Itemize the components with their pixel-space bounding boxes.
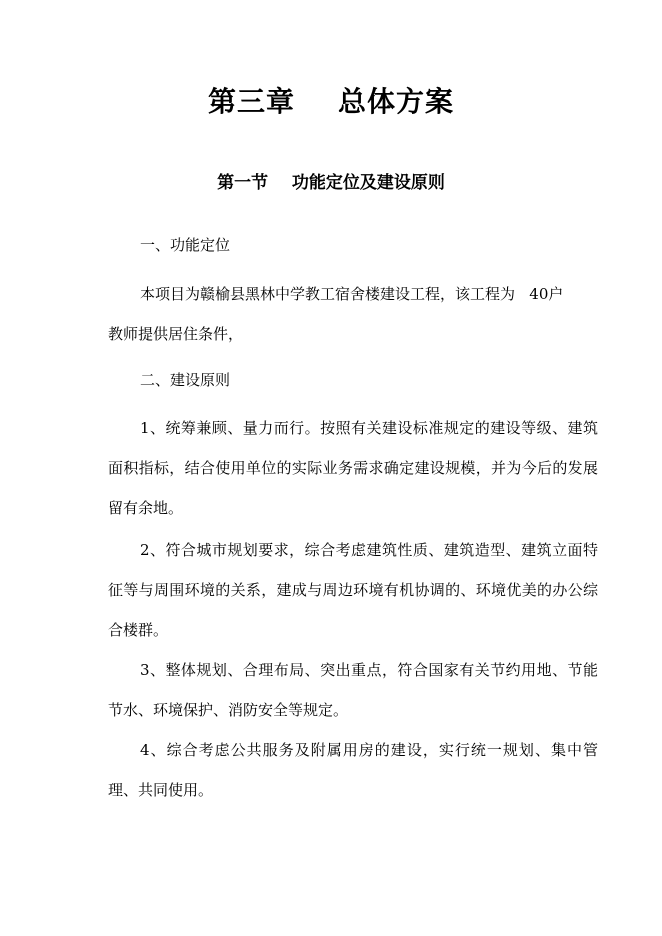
section-title: 第一节 功能定位及建设原则 (217, 173, 445, 193)
heading-function-positioning: 一、功能定位 (140, 236, 231, 254)
principle-paragraph-2: 2、符合城市规划要求，综合考虑建筑性质、建筑造型、建筑立面特征等与周围环境的关系，建成与周边环境有机协调的、环境优美的办公综合楼群。 (108, 541, 598, 639)
chapter-title: 第三章 总体方案 (208, 85, 454, 118)
principle-paragraph-4: 4、综合考虑公共服务及附属用房的建设，实行统一规划、集中管理、共同使用。 (108, 741, 598, 799)
principle-paragraph-3: 3、整体规划、合理布局、突出重点，符合国家有关节约用地、节能节水、环境保护、消防安全等规定。 (108, 661, 598, 719)
principle-paragraph-1: 1、统筹兼顾、量力而行。按照有关建设标准规定的建设等级、建筑面积指标，结合使用单位的实际业务需求确定建设规模，并为今后的发展留有余地。 (108, 419, 598, 517)
heading-construction-principles: 二、建设原则 (140, 371, 231, 389)
function-text-line-2: 教师提供居住条件， (108, 325, 244, 343)
function-text-line-1: 本项目为赣榆县黑林中学教工宿舍楼建设工程，该工程为 40户 (140, 285, 564, 303)
